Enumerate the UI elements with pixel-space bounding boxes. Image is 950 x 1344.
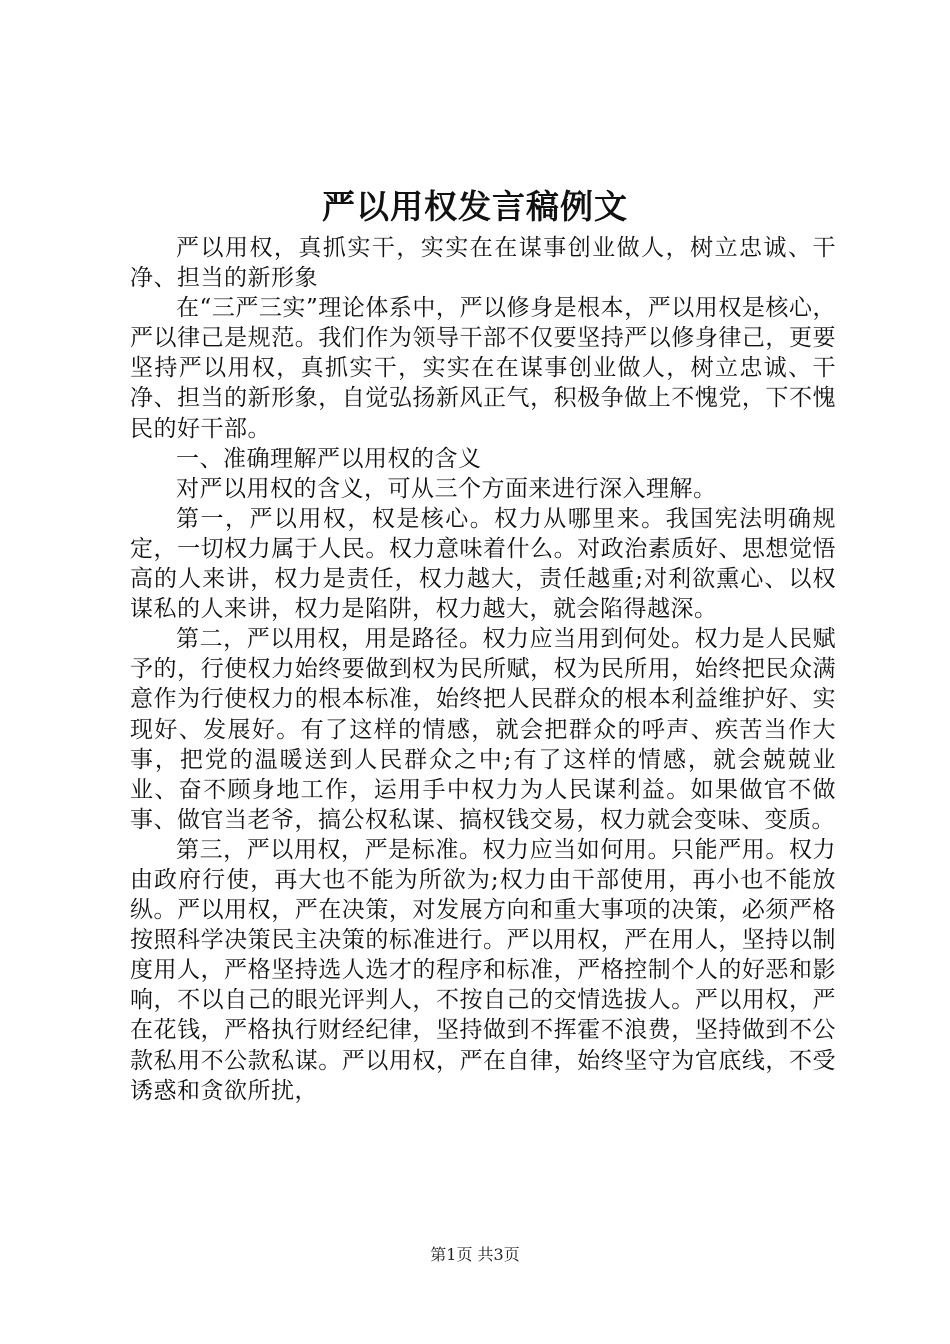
paragraph-intro: 在“三严三实”理论体系中，严以修身是根本，严以用权是核心，严以律己是规范。我们作为领导干部不仅要坚持严以修身律己，更要坚持严以用权，真抓实干，实实在在谋事创业做人，树立忠诚、干净、担当的新形象，自觉弘扬新风正气，积极争做上不愧党，下不愧民的好干部。 — [130, 295, 836, 442]
paragraph-third-point: 第三，严以用权，严是标准。权力应当如何用。只能严用。权力由政府行使，再大也不能为所欲为;权力由干部使用，再小也不能放纵。严以用权，严在决策，对发展方向和重大事项的决策，必须严格按照科学决策民主决策的标准进行。严以用权，严在用人，坚持以制度用人，严格坚持选人选才的程序和标准，严格控制个人的好恶和影响，不以自己的眼光评判人，不按自己的交情选拔人。严以用权，严在花钱，严格执行财经纪律，坚持做到不挥霍不浪费，坚持做到不公款私用不公款私谋。严以用权，严在自律，始终坚守为官底线，不受诱惑和贪欲所扰， — [130, 836, 836, 1104]
document-body — [130, 233, 836, 1106]
paragraph-second-point: 第二，严以用权，用是路径。权力应当用到何处。权力是人民赋予的，行使权力始终要做到权为民所赋，权为民所用，始终把民众满意作为行使权力的根本标准，始终把人民群众的根本利益维护好、实现好、发展好。有了这样的情感，就会把群众的呼声、疾苦当作大事，把党的温暖送到人民群众之中;有了这样的情感，就会兢兢业业、奋不顾身地工作，运用手中权力为人民谋利益。如果做官不做事、做官当老爷，搞公权私谋、搞权钱交易，权力就会变味、变质。 — [130, 626, 836, 833]
paragraph-subtitle: 严以用权，真抓实干，实实在在谋事创业做人，树立忠诚、干净、担当的新形象 — [130, 235, 836, 292]
paragraph-overview: 对严以用权的含义，可从三个方面来进行深入理解。 — [176, 475, 717, 502]
page-footer: 第1页 共3页 — [430, 1245, 520, 1264]
section-heading: 一、准确理解严以用权的含义 — [176, 445, 482, 472]
page-title: 严以用权发言稿例文 — [322, 187, 628, 226]
paragraph-first-point: 第一，严以用权，权是核心。权力从哪里来。我国宪法明确规定，一切权力属于人民。权力意味着什么。对政治素质好、思想觉悟高的人来讲，权力是责任，权力越大，责任越重;对利欲熏心、以权谋私的人来讲，权力是陷阱，权力越大，就会陷得越深。 — [130, 505, 836, 623]
